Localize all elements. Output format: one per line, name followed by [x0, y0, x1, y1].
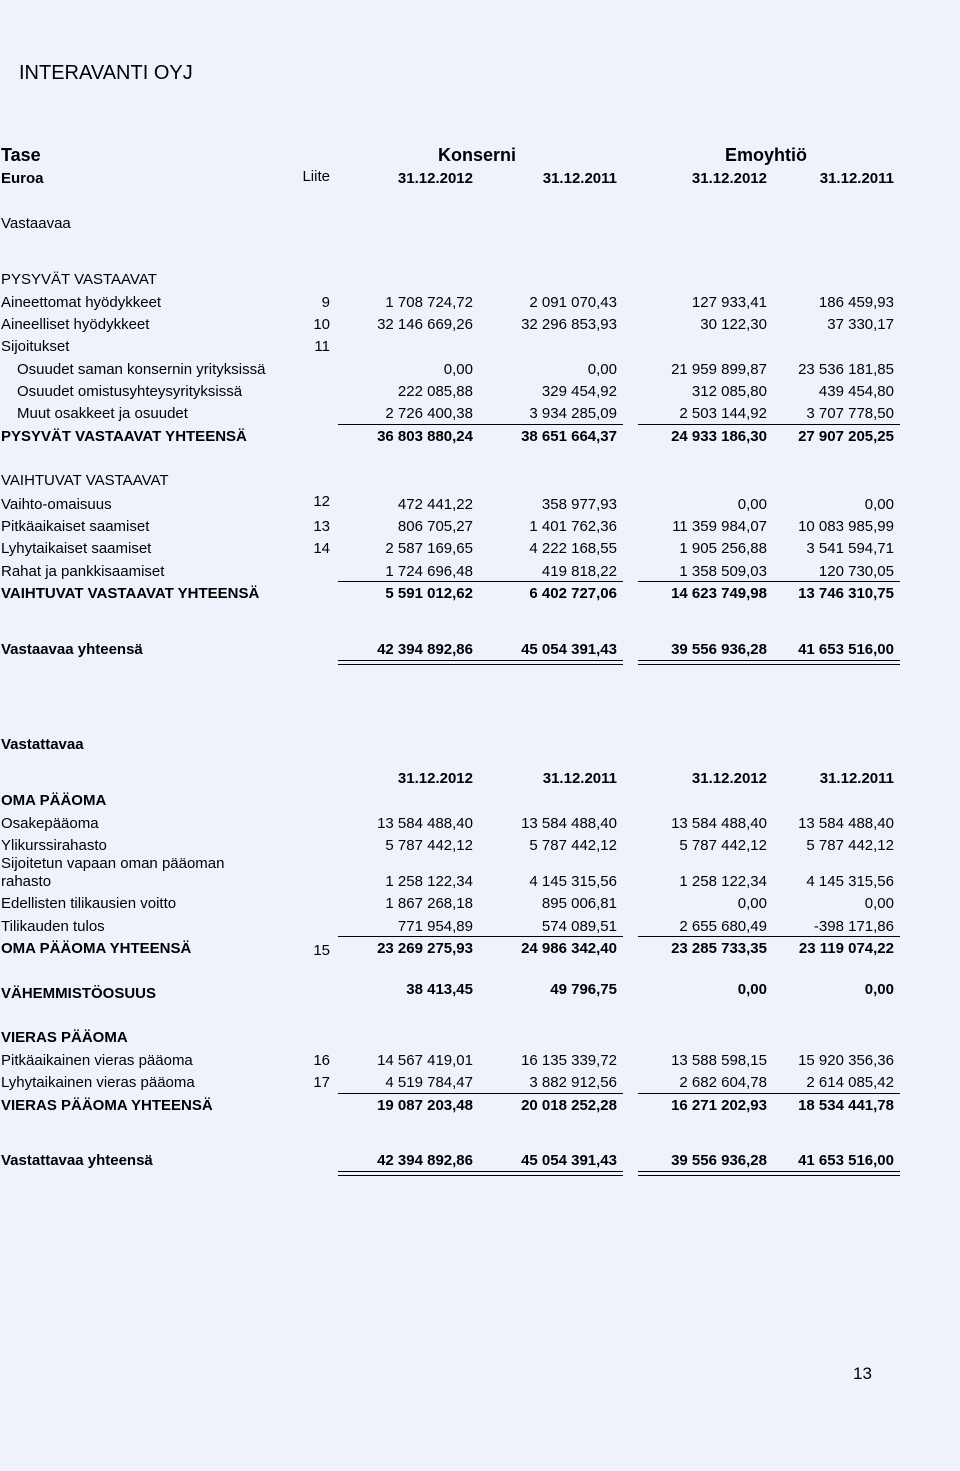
- row-label: Sijoitetun vapaan oman pääoman: [1, 855, 225, 872]
- cell: 23 119 074,22: [798, 940, 894, 957]
- total-row: [0, 981, 960, 1003]
- cell: 19 087 203,48: [377, 1097, 473, 1114]
- cell: 0,00: [864, 496, 894, 513]
- row-label: Edellisten tilikausien voitto: [1, 895, 177, 912]
- row-note: 13: [313, 518, 330, 535]
- double-rule: [638, 660, 900, 665]
- cell: 1 867 268,18: [385, 895, 473, 912]
- subtotal-rule: [638, 424, 900, 425]
- section-heading: VAIHTUVAT VASTAAVAT: [1, 472, 169, 489]
- cell: 5 787 442,12: [529, 837, 617, 854]
- cell: 1 724 696,48: [385, 563, 473, 580]
- double-rule: [638, 1171, 900, 1176]
- cell: 21 959 899,87: [671, 361, 767, 378]
- total-row: [0, 585, 960, 607]
- row-label: Aineelliset hyödykkeet: [1, 316, 150, 333]
- date-header: 31.12.2011: [819, 170, 894, 187]
- cell: 419 818,22: [541, 563, 617, 580]
- row-note: 12: [313, 493, 330, 510]
- cell: -398 171,86: [813, 918, 894, 935]
- row-label: VIERAS PÄÄOMA YHTEENSÄ: [1, 1097, 213, 1114]
- table-row: [0, 895, 960, 917]
- date-header: 31.12.2012: [397, 170, 473, 187]
- cell: 10 083 985,99: [798, 518, 894, 535]
- row-label: Sijoitukset: [1, 338, 70, 355]
- row-label: Vastattavaa yhteensä: [1, 1152, 153, 1169]
- cell: 2 726 400,38: [385, 405, 473, 422]
- row-note: 10: [313, 316, 330, 333]
- cell: 0,00: [864, 981, 894, 998]
- subtotal-rule: [338, 936, 623, 937]
- cell: 2 503 144,92: [679, 405, 767, 422]
- cell: 32 146 669,26: [377, 316, 473, 333]
- row-note: 9: [321, 294, 330, 311]
- table-row: [0, 294, 960, 316]
- cell: 13 584 488,40: [671, 815, 767, 832]
- cell: 2 091 070,43: [529, 294, 617, 311]
- cell: 11 359 984,07: [672, 518, 767, 535]
- row-note: 14: [313, 540, 330, 557]
- cell: 2 614 085,42: [806, 1074, 894, 1091]
- row-label: Tilikauden tulos: [1, 918, 105, 935]
- cell: 6 402 727,06: [529, 585, 617, 602]
- row-label: Lyhytaikaiset saamiset: [1, 540, 152, 557]
- cell: 24 986 342,40: [521, 940, 617, 957]
- subtotal-rule: [638, 1093, 900, 1094]
- cell: 20 018 252,28: [521, 1097, 617, 1114]
- cell: 5 787 442,12: [385, 837, 473, 854]
- row-label: Osakepääoma: [1, 815, 99, 832]
- cell: 16 271 202,93: [671, 1097, 767, 1114]
- date-header: 31.12.2011: [819, 770, 894, 787]
- cell: 4 145 315,56: [529, 873, 617, 890]
- cell: 30 122,30: [700, 316, 767, 333]
- cell: 45 054 391,43: [521, 1152, 617, 1169]
- cell: 15 920 356,36: [798, 1052, 894, 1069]
- cell: 1 905 256,88: [679, 540, 767, 557]
- cell: 0,00: [737, 981, 767, 998]
- cell: 1 708 724,72: [385, 294, 473, 311]
- cell: 5 787 442,12: [806, 837, 894, 854]
- row-note: 15: [313, 942, 330, 959]
- total-row: [0, 1097, 960, 1119]
- company-name: INTERAVANTI OYJ: [19, 62, 193, 84]
- table-row: [0, 873, 960, 895]
- cell: 23 536 181,85: [798, 361, 894, 378]
- cell: 38 413,45: [406, 981, 473, 998]
- subtotal-rule: [338, 424, 623, 425]
- group-emoyhtio: Emoyhtiö: [725, 145, 808, 165]
- cell: 1 258 122,34: [385, 873, 473, 890]
- cell: 13 746 310,75: [798, 585, 894, 602]
- subtotal-rule: [638, 936, 900, 937]
- cell: 41 653 516,00: [798, 641, 894, 658]
- row-label: Aineettomat hyödykkeet: [1, 294, 162, 311]
- cell: 0,00: [587, 361, 617, 378]
- cell: 4 222 168,55: [529, 540, 617, 557]
- cell: 1 358 509,03: [679, 563, 767, 580]
- section-title: Vastattavaa: [1, 736, 84, 753]
- row-label: Osuudet omistusyhteysyrityksissä: [17, 383, 243, 400]
- cell: 2 655 680,49: [679, 918, 767, 935]
- group-konserni: Konserni: [438, 145, 517, 165]
- row-label: OMA PÄÄOMA YHTEENSÄ: [1, 940, 192, 957]
- date-header: 31.12.2012: [397, 770, 473, 787]
- cell: 806 705,27: [397, 518, 473, 535]
- cell: 2 682 604,78: [679, 1074, 767, 1091]
- section-heading: OMA PÄÄOMA: [1, 792, 107, 809]
- cell: 895 006,81: [541, 895, 617, 912]
- table-row: [0, 1052, 960, 1074]
- page-number: 13: [853, 1364, 872, 1383]
- cell: 5 787 442,12: [679, 837, 767, 854]
- cell: 27 907 205,25: [798, 428, 894, 445]
- cell: 32 296 853,93: [521, 316, 617, 333]
- cell: 0,00: [737, 895, 767, 912]
- cell: 312 085,80: [691, 383, 767, 400]
- row-label: Rahat ja pankkisaamiset: [1, 563, 165, 580]
- subtotal-rule: [338, 581, 623, 582]
- double-rule: [338, 1171, 623, 1176]
- cell: 5 591 012,62: [385, 585, 473, 602]
- date-header: 31.12.2012: [691, 770, 767, 787]
- row-label: Osuudet saman konsernin yrityksissä: [17, 361, 266, 378]
- row-label: PYSYVÄT VASTAAVAT YHTEENSÄ: [1, 428, 247, 445]
- cell: 42 394 892,86: [377, 641, 473, 658]
- cell: 186 459,93: [818, 294, 894, 311]
- section-heading: VIERAS PÄÄOMA: [1, 1029, 128, 1046]
- cell: 37 330,17: [827, 316, 894, 333]
- header-row: [0, 170, 960, 192]
- row-label: Pitkäaikainen vieras pääoma: [1, 1052, 193, 1069]
- cell: 23 269 275,93: [377, 940, 473, 957]
- cell: 16 135 339,72: [521, 1052, 617, 1069]
- cell: 3 934 285,09: [529, 405, 617, 422]
- table-row: [0, 540, 960, 562]
- table-row: [0, 361, 960, 383]
- cell: 1 258 122,34: [679, 873, 767, 890]
- cell: 358 977,93: [541, 496, 617, 513]
- row-note: 16: [313, 1052, 330, 1069]
- cell: 120 730,05: [818, 563, 894, 580]
- subtotal-rule: [638, 581, 900, 582]
- total-row: [0, 428, 960, 450]
- cell: 49 796,75: [550, 981, 617, 998]
- cell: 23 285 733,35: [671, 940, 767, 957]
- subtotal-rule: [338, 1093, 623, 1094]
- cell: 0,00: [864, 895, 894, 912]
- cell: 2 587 169,65: [385, 540, 473, 557]
- row-note: 11: [314, 338, 330, 355]
- cell: 439 454,80: [818, 383, 894, 400]
- cell: 3 882 912,56: [529, 1074, 617, 1091]
- section-title: Vastaavaa: [1, 215, 71, 232]
- table-row: [0, 493, 960, 518]
- table-row: [0, 338, 960, 360]
- table-row: [0, 383, 960, 405]
- cell: 38 651 664,37: [521, 428, 617, 445]
- row-note: 17: [313, 1074, 330, 1091]
- header-row: [0, 770, 960, 792]
- cell: 222 085,88: [397, 383, 473, 400]
- cell: 771 954,89: [397, 918, 473, 935]
- table-row: [0, 316, 960, 338]
- statement-title: Tase: [1, 145, 41, 165]
- section-heading: PYSYVÄT VASTAAVAT: [1, 271, 157, 288]
- unit-label: Euroa: [1, 170, 44, 187]
- row-label: Ylikurssirahasto: [1, 837, 107, 854]
- cell: 3 541 594,71: [806, 540, 894, 557]
- date-header: 31.12.2011: [542, 770, 617, 787]
- row-label: Vastaavaa yhteensä: [1, 641, 143, 658]
- cell: 13 588 598,15: [671, 1052, 767, 1069]
- row-label: VAIHTUVAT VASTAAVAT YHTEENSÄ: [1, 585, 260, 602]
- row-label: VÄHEMMISTÖOSUUS: [1, 985, 157, 1002]
- row-label: rahasto: [1, 873, 52, 890]
- table-row: [0, 815, 960, 837]
- cell: 14 567 419,01: [377, 1052, 473, 1069]
- cell: 39 556 936,28: [671, 641, 767, 658]
- table-row: [0, 518, 960, 540]
- date-header: 31.12.2012: [691, 170, 767, 187]
- row-label: Lyhytaikainen vieras pääoma: [1, 1074, 195, 1091]
- cell: 13 584 488,40: [521, 815, 617, 832]
- cell: 3 707 778,50: [806, 405, 894, 422]
- cell: 13 584 488,40: [377, 815, 473, 832]
- row-label: Pitkäaikaiset saamiset: [1, 518, 150, 535]
- cell: 0,00: [443, 361, 473, 378]
- cell: 41 653 516,00: [798, 1152, 894, 1169]
- cell: 0,00: [737, 496, 767, 513]
- cell: 1 401 762,36: [529, 518, 617, 535]
- cell: 14 623 749,98: [671, 585, 767, 602]
- cell: 18 534 441,78: [798, 1097, 894, 1114]
- row-label: Vaihto-omaisuus: [1, 496, 112, 513]
- total-row: [0, 940, 960, 962]
- cell: 4 145 315,56: [806, 873, 894, 890]
- cell: 4 519 784,47: [385, 1074, 473, 1091]
- cell: 24 933 186,30: [671, 428, 767, 445]
- cell: 36 803 880,24: [377, 428, 473, 445]
- date-header: 31.12.2011: [542, 170, 617, 187]
- cell: 574 089,51: [541, 918, 617, 935]
- cell: 45 054 391,43: [521, 641, 617, 658]
- cell: 13 584 488,40: [798, 815, 894, 832]
- cell: 329 454,92: [541, 383, 617, 400]
- cell: 42 394 892,86: [377, 1152, 473, 1169]
- cell: 39 556 936,28: [671, 1152, 767, 1169]
- double-rule: [338, 660, 623, 665]
- row-label: Muut osakkeet ja osuudet: [17, 405, 188, 422]
- cell: 127 933,41: [691, 294, 767, 311]
- cell: 472 441,22: [397, 496, 473, 513]
- note-header: Liite: [302, 168, 330, 185]
